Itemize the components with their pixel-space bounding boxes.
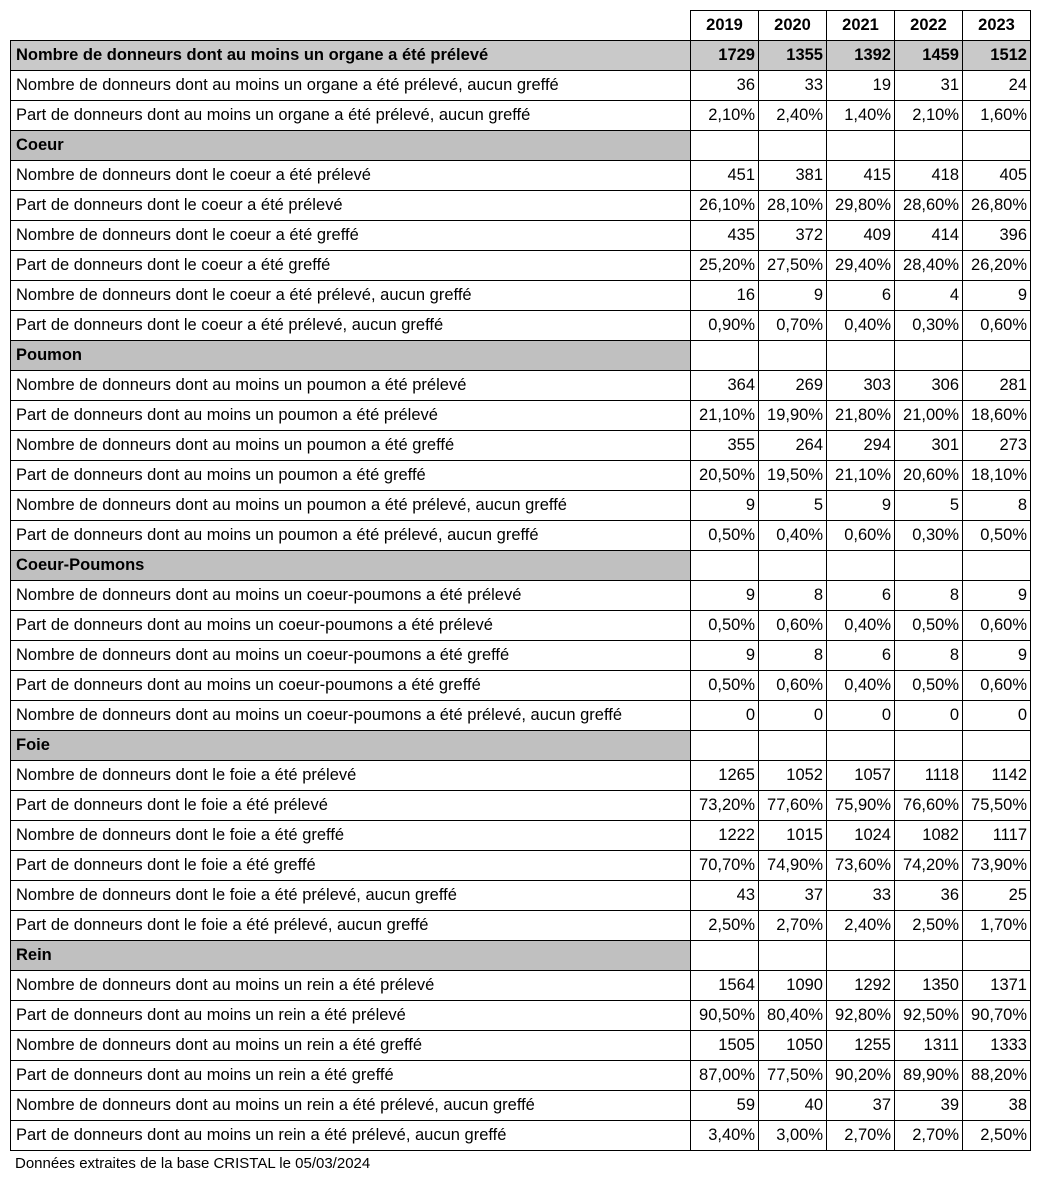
value-cell: 372 xyxy=(759,221,827,251)
value-cell: 76,60% xyxy=(895,791,963,821)
empty-cell xyxy=(895,131,963,161)
value-cell: 1350 xyxy=(895,971,963,1001)
value-cell: 18,60% xyxy=(963,401,1031,431)
row-label: Part de donneurs dont au moins un rein a été greffé xyxy=(11,1061,691,1091)
empty-cell xyxy=(691,131,759,161)
row-label: Part de donneurs dont au moins un rein a été prélevé, aucun greffé xyxy=(11,1121,691,1151)
value-cell: 0,50% xyxy=(691,671,759,701)
value-cell: 1255 xyxy=(827,1031,895,1061)
value-cell: 1371 xyxy=(963,971,1031,1001)
empty-cell xyxy=(963,341,1031,371)
value-cell: 20,50% xyxy=(691,461,759,491)
value-cell: 9 xyxy=(691,491,759,521)
value-cell: 77,60% xyxy=(759,791,827,821)
table-row xyxy=(11,191,1031,221)
value-cell: 0 xyxy=(963,701,1031,731)
value-cell: 1118 xyxy=(895,761,963,791)
value-cell: 6 xyxy=(827,581,895,611)
value-cell: 8 xyxy=(759,581,827,611)
row-label: Nombre de donneurs dont le foie a été greffé xyxy=(11,821,691,851)
value-cell: 301 xyxy=(895,431,963,461)
empty-cell xyxy=(895,941,963,971)
value-cell: 0,90% xyxy=(691,311,759,341)
value-cell: 0 xyxy=(827,701,895,731)
value-cell: 415 xyxy=(827,161,895,191)
value-cell: 1052 xyxy=(759,761,827,791)
value-cell: 25,20% xyxy=(691,251,759,281)
value-cell: 1222 xyxy=(691,821,759,851)
value-cell: 269 xyxy=(759,371,827,401)
value-cell: 1333 xyxy=(963,1031,1031,1061)
value-cell: 9 xyxy=(759,281,827,311)
value-cell: 1050 xyxy=(759,1031,827,1061)
value-cell: 9 xyxy=(963,281,1031,311)
year-header: 2019 xyxy=(691,11,759,41)
value-cell: 27,50% xyxy=(759,251,827,281)
table-row xyxy=(11,71,1031,101)
row-label: Nombre de donneurs dont au moins un rein a été prélevé xyxy=(11,971,691,1001)
row-label: Part de donneurs dont le coeur a été prélevé xyxy=(11,191,691,221)
table-row xyxy=(11,521,1031,551)
value-cell: 37 xyxy=(827,1091,895,1121)
section-label: Poumon xyxy=(11,341,691,371)
value-cell: 1505 xyxy=(691,1031,759,1061)
value-cell: 5 xyxy=(895,491,963,521)
value-cell: 2,70% xyxy=(759,911,827,941)
value-cell: 306 xyxy=(895,371,963,401)
value-cell: 43 xyxy=(691,881,759,911)
year-header: 2021 xyxy=(827,11,895,41)
value-cell: 1057 xyxy=(827,761,895,791)
section-header-row xyxy=(11,731,1031,761)
section-header-row xyxy=(11,341,1031,371)
value-cell: 281 xyxy=(963,371,1031,401)
value-cell: 24 xyxy=(963,71,1031,101)
value-cell: 3,00% xyxy=(759,1121,827,1151)
row-label: Nombre de donneurs dont le coeur a été prélevé, aucun greffé xyxy=(11,281,691,311)
value-cell: 0,70% xyxy=(759,311,827,341)
value-cell: 25 xyxy=(963,881,1031,911)
row-label: Nombre de donneurs dont le foie a été prélevé, aucun greffé xyxy=(11,881,691,911)
value-cell: 381 xyxy=(759,161,827,191)
value-cell: 19 xyxy=(827,71,895,101)
empty-cell xyxy=(963,731,1031,761)
value-cell: 1292 xyxy=(827,971,895,1001)
header-blank-cell xyxy=(11,11,691,41)
row-label: Nombre de donneurs dont au moins un coeur-poumons a été greffé xyxy=(11,641,691,671)
value-cell: 59 xyxy=(691,1091,759,1121)
value-cell: 435 xyxy=(691,221,759,251)
value-cell: 21,00% xyxy=(895,401,963,431)
value-cell: 2,50% xyxy=(963,1121,1031,1151)
section-header-row xyxy=(11,131,1031,161)
row-label: Part de donneurs dont au moins un rein a été prélevé xyxy=(11,1001,691,1031)
row-label: Nombre de donneurs dont au moins un poumon a été prélevé, aucun greffé xyxy=(11,491,691,521)
value-cell: 409 xyxy=(827,221,895,251)
table-row xyxy=(11,1121,1031,1151)
empty-cell xyxy=(691,731,759,761)
value-cell: 33 xyxy=(827,881,895,911)
value-cell: 1117 xyxy=(963,821,1031,851)
section-header-row xyxy=(11,941,1031,971)
value-cell: 6 xyxy=(827,641,895,671)
value-cell: 2,10% xyxy=(691,101,759,131)
value-cell: 20,60% xyxy=(895,461,963,491)
value-cell: 1,60% xyxy=(963,101,1031,131)
table-row xyxy=(11,281,1031,311)
value-cell: 37 xyxy=(759,881,827,911)
value-cell: 303 xyxy=(827,371,895,401)
empty-cell xyxy=(827,941,895,971)
table-row xyxy=(11,1001,1031,1031)
value-cell: 90,50% xyxy=(691,1001,759,1031)
value-cell: 74,90% xyxy=(759,851,827,881)
value-cell: 21,80% xyxy=(827,401,895,431)
row-label: Part de donneurs dont le foie a été greffé xyxy=(11,851,691,881)
value-cell: 0,40% xyxy=(827,611,895,641)
row-label: Part de donneurs dont le foie a été prélevé xyxy=(11,791,691,821)
table-row xyxy=(11,881,1031,911)
value-cell: 5 xyxy=(759,491,827,521)
table-body xyxy=(11,41,1031,1151)
value-cell: 9 xyxy=(691,581,759,611)
value-cell: 1082 xyxy=(895,821,963,851)
value-cell: 29,40% xyxy=(827,251,895,281)
value-cell: 92,50% xyxy=(895,1001,963,1031)
value-cell: 9 xyxy=(827,491,895,521)
value-cell: 0,60% xyxy=(759,671,827,701)
value-cell: 418 xyxy=(895,161,963,191)
value-cell: 1142 xyxy=(963,761,1031,791)
empty-cell xyxy=(759,731,827,761)
value-cell: 2,70% xyxy=(895,1121,963,1151)
table-row xyxy=(11,671,1031,701)
value-cell: 0,60% xyxy=(963,611,1031,641)
value-cell: 264 xyxy=(759,431,827,461)
value-cell: 1564 xyxy=(691,971,759,1001)
value-cell: 2,50% xyxy=(691,911,759,941)
empty-cell xyxy=(759,131,827,161)
year-header: 2023 xyxy=(963,11,1031,41)
table-row xyxy=(11,401,1031,431)
value-cell: 28,10% xyxy=(759,191,827,221)
donor-statistics-table xyxy=(10,10,1031,1151)
row-label: Part de donneurs dont le foie a été prélevé, aucun greffé xyxy=(11,911,691,941)
value-cell: 294 xyxy=(827,431,895,461)
table-row xyxy=(11,1031,1031,1061)
empty-cell xyxy=(895,341,963,371)
value-cell: 2,70% xyxy=(827,1121,895,1151)
row-label: Part de donneurs dont au moins un organe a été prélevé, aucun greffé xyxy=(11,101,691,131)
table-row xyxy=(11,761,1031,791)
value-cell: 89,90% xyxy=(895,1061,963,1091)
value-cell: 0,60% xyxy=(963,311,1031,341)
empty-cell xyxy=(827,731,895,761)
empty-cell xyxy=(691,551,759,581)
value-cell: 1459 xyxy=(895,41,963,71)
value-cell: 3,40% xyxy=(691,1121,759,1151)
row-label: Nombre de donneurs dont au moins un organe a été prélevé, aucun greffé xyxy=(11,71,691,101)
value-cell: 26,10% xyxy=(691,191,759,221)
value-cell: 1311 xyxy=(895,1031,963,1061)
value-cell: 355 xyxy=(691,431,759,461)
value-cell: 1015 xyxy=(759,821,827,851)
value-cell: 2,10% xyxy=(895,101,963,131)
table-row xyxy=(11,971,1031,1001)
value-cell: 405 xyxy=(963,161,1031,191)
row-label: Nombre de donneurs dont au moins un coeur-poumons a été prélevé xyxy=(11,581,691,611)
row-label: Nombre de donneurs dont le coeur a été greffé xyxy=(11,221,691,251)
value-cell: 0,40% xyxy=(827,311,895,341)
section-label: Coeur-Poumons xyxy=(11,551,691,581)
row-label: Nombre de donneurs dont le foie a été prélevé xyxy=(11,761,691,791)
row-label: Part de donneurs dont au moins un poumon a été prélevé xyxy=(11,401,691,431)
value-cell: 8 xyxy=(759,641,827,671)
value-cell: 273 xyxy=(963,431,1031,461)
value-cell: 40 xyxy=(759,1091,827,1121)
table-row xyxy=(11,311,1031,341)
value-cell: 1024 xyxy=(827,821,895,851)
table-row xyxy=(11,1061,1031,1091)
row-label: Nombre de donneurs dont au moins un rein a été greffé xyxy=(11,1031,691,1061)
value-cell: 1392 xyxy=(827,41,895,71)
row-label: Part de donneurs dont au moins un poumon a été prélevé, aucun greffé xyxy=(11,521,691,551)
table-row xyxy=(11,851,1031,881)
section-label: Coeur xyxy=(11,131,691,161)
value-cell: 414 xyxy=(895,221,963,251)
value-cell: 0,30% xyxy=(895,311,963,341)
table-row xyxy=(11,461,1031,491)
empty-cell xyxy=(759,941,827,971)
value-cell: 88,20% xyxy=(963,1061,1031,1091)
table-row xyxy=(11,581,1031,611)
table-row xyxy=(11,641,1031,671)
value-cell: 28,60% xyxy=(895,191,963,221)
value-cell: 19,90% xyxy=(759,401,827,431)
value-cell: 1265 xyxy=(691,761,759,791)
table-row xyxy=(11,1091,1031,1121)
value-cell: 9 xyxy=(963,581,1031,611)
table-row xyxy=(11,221,1031,251)
row-label: Part de donneurs dont au moins un poumon a été greffé xyxy=(11,461,691,491)
row-label: Part de donneurs dont au moins un coeur-poumons a été prélevé xyxy=(11,611,691,641)
empty-cell xyxy=(963,131,1031,161)
table-row xyxy=(11,611,1031,641)
value-cell: 18,10% xyxy=(963,461,1031,491)
value-cell: 33 xyxy=(759,71,827,101)
empty-cell xyxy=(895,551,963,581)
value-cell: 1355 xyxy=(759,41,827,71)
value-cell: 39 xyxy=(895,1091,963,1121)
value-cell: 70,70% xyxy=(691,851,759,881)
table-row xyxy=(11,431,1031,461)
value-cell: 1729 xyxy=(691,41,759,71)
value-cell: 16 xyxy=(691,281,759,311)
row-label: Nombre de donneurs dont au moins un poumon a été prélevé xyxy=(11,371,691,401)
value-cell: 0 xyxy=(691,701,759,731)
value-cell: 0,50% xyxy=(895,611,963,641)
value-cell: 0,60% xyxy=(963,671,1031,701)
total-row xyxy=(11,41,1031,71)
empty-cell xyxy=(759,341,827,371)
value-cell: 8 xyxy=(895,581,963,611)
value-cell: 0,50% xyxy=(963,521,1031,551)
value-cell: 31 xyxy=(895,71,963,101)
empty-cell xyxy=(759,551,827,581)
section-label: Foie xyxy=(11,731,691,761)
value-cell: 9 xyxy=(963,641,1031,671)
row-label: Part de donneurs dont le coeur a été prélevé, aucun greffé xyxy=(11,311,691,341)
value-cell: 1,70% xyxy=(963,911,1031,941)
year-header: 2022 xyxy=(895,11,963,41)
source-footnote: Données extraites de la base CRISTAL le 05/03/2024 xyxy=(15,1155,371,1172)
value-cell: 396 xyxy=(963,221,1031,251)
value-cell: 0,50% xyxy=(691,611,759,641)
value-cell: 8 xyxy=(963,491,1031,521)
row-label: Nombre de donneurs dont le coeur a été prélevé xyxy=(11,161,691,191)
value-cell: 92,80% xyxy=(827,1001,895,1031)
value-cell: 90,20% xyxy=(827,1061,895,1091)
empty-cell xyxy=(691,341,759,371)
table-row xyxy=(11,101,1031,131)
table-row xyxy=(11,911,1031,941)
value-cell: 2,40% xyxy=(759,101,827,131)
value-cell: 0,50% xyxy=(895,671,963,701)
row-label: Nombre de donneurs dont au moins un coeur-poumons a été prélevé, aucun greffé xyxy=(11,701,691,731)
value-cell: 28,40% xyxy=(895,251,963,281)
value-cell: 36 xyxy=(895,881,963,911)
empty-cell xyxy=(827,341,895,371)
value-cell: 19,50% xyxy=(759,461,827,491)
empty-cell xyxy=(827,131,895,161)
value-cell: 21,10% xyxy=(691,401,759,431)
value-cell: 364 xyxy=(691,371,759,401)
table-row xyxy=(11,251,1031,281)
value-cell: 0 xyxy=(895,701,963,731)
table-row xyxy=(11,491,1031,521)
table-row xyxy=(11,821,1031,851)
value-cell: 0,30% xyxy=(895,521,963,551)
value-cell: 21,10% xyxy=(827,461,895,491)
value-cell: 73,90% xyxy=(963,851,1031,881)
empty-cell xyxy=(963,941,1031,971)
table-container xyxy=(10,10,1031,1151)
value-cell: 38 xyxy=(963,1091,1031,1121)
section-header-row xyxy=(11,551,1031,581)
row-label: Part de donneurs dont au moins un coeur-poumons a été greffé xyxy=(11,671,691,701)
value-cell: 0,40% xyxy=(827,671,895,701)
section-label: Rein xyxy=(11,941,691,971)
value-cell: 1,40% xyxy=(827,101,895,131)
year-header: 2020 xyxy=(759,11,827,41)
empty-cell xyxy=(827,551,895,581)
value-cell: 80,40% xyxy=(759,1001,827,1031)
value-cell: 75,50% xyxy=(963,791,1031,821)
value-cell: 6 xyxy=(827,281,895,311)
value-cell: 1090 xyxy=(759,971,827,1001)
value-cell: 2,40% xyxy=(827,911,895,941)
value-cell: 29,80% xyxy=(827,191,895,221)
value-cell: 0 xyxy=(759,701,827,731)
value-cell: 0,40% xyxy=(759,521,827,551)
row-label: Nombre de donneurs dont au moins un organe a été prélevé xyxy=(11,41,691,71)
value-cell: 73,20% xyxy=(691,791,759,821)
value-cell: 8 xyxy=(895,641,963,671)
empty-cell xyxy=(895,731,963,761)
table-row xyxy=(11,791,1031,821)
value-cell: 0,60% xyxy=(759,611,827,641)
value-cell: 77,50% xyxy=(759,1061,827,1091)
value-cell: 87,00% xyxy=(691,1061,759,1091)
value-cell: 26,20% xyxy=(963,251,1031,281)
value-cell: 75,90% xyxy=(827,791,895,821)
value-cell: 74,20% xyxy=(895,851,963,881)
table-header-row xyxy=(11,11,1031,41)
value-cell: 9 xyxy=(691,641,759,671)
table-row xyxy=(11,371,1031,401)
empty-cell xyxy=(691,941,759,971)
value-cell: 2,50% xyxy=(895,911,963,941)
value-cell: 4 xyxy=(895,281,963,311)
value-cell: 0,50% xyxy=(691,521,759,551)
row-label: Part de donneurs dont le coeur a été greffé xyxy=(11,251,691,281)
empty-cell xyxy=(963,551,1031,581)
value-cell: 73,60% xyxy=(827,851,895,881)
value-cell: 90,70% xyxy=(963,1001,1031,1031)
value-cell: 36 xyxy=(691,71,759,101)
row-label: Nombre de donneurs dont au moins un poumon a été greffé xyxy=(11,431,691,461)
value-cell: 26,80% xyxy=(963,191,1031,221)
table-row xyxy=(11,161,1031,191)
value-cell: 451 xyxy=(691,161,759,191)
value-cell: 0,60% xyxy=(827,521,895,551)
row-label: Nombre de donneurs dont au moins un rein a été prélevé, aucun greffé xyxy=(11,1091,691,1121)
table-row xyxy=(11,701,1031,731)
value-cell: 1512 xyxy=(963,41,1031,71)
